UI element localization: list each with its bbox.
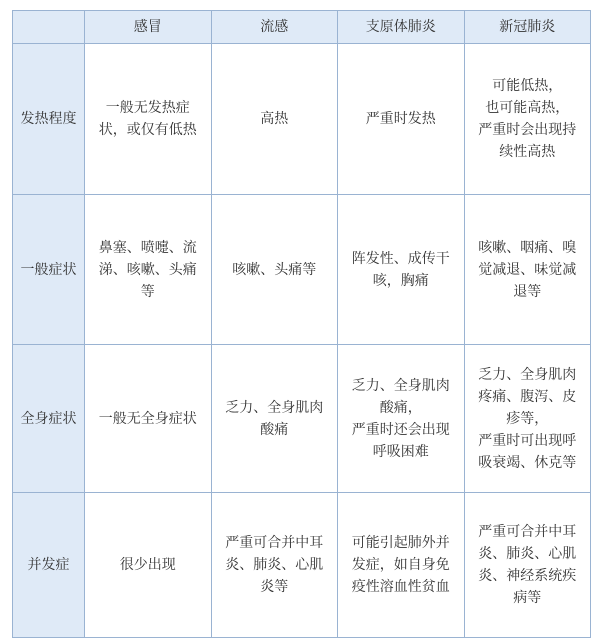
table-cell: 严重时发热 xyxy=(338,44,465,195)
table-row xyxy=(13,493,591,638)
table-cell: 可能低热， 也可能高热， 严重时会出现持续性高热 xyxy=(464,44,591,195)
table-row xyxy=(13,44,591,195)
table-cell: 严重可合并中耳炎、肺炎、心肌炎等 xyxy=(211,493,338,638)
table-cell: 乏力、全身肌肉疼痛、腹泻、皮疹等， 严重时可出现呼吸衰竭、休克等 xyxy=(464,345,591,493)
row-header-systemic-symptoms: 全身症状 xyxy=(13,345,85,493)
table-cell: 阵发性、成传干咳，胸痛 xyxy=(338,195,465,345)
row-header-general-symptoms: 一般症状 xyxy=(13,195,85,345)
table-cell: 咳嗽、咽痛、嗅觉减退、味觉减退等 xyxy=(464,195,591,345)
table-cell: 乏力、全身肌肉酸痛 xyxy=(211,345,338,493)
column-header-covid-pneumonia: 新冠肺炎 xyxy=(464,11,591,44)
table-cell: 鼻塞、喷嚏、流涕、咳嗽、头痛等 xyxy=(85,195,212,345)
row-header-complications: 并发症 xyxy=(13,493,85,638)
header-corner-cell xyxy=(13,11,85,44)
column-header-cold: 感冒 xyxy=(85,11,212,44)
column-header-mycoplasma-pneumonia: 支原体肺炎 xyxy=(338,11,465,44)
table-cell: 咳嗽、头痛等 xyxy=(211,195,338,345)
table-cell: 很少出现 xyxy=(85,493,212,638)
table-row xyxy=(13,195,591,345)
table-header-row xyxy=(13,11,591,44)
table-cell: 乏力、全身肌肉酸痛， 严重时还会出现呼吸困难 xyxy=(338,345,465,493)
table-cell: 一般无发热症状，或仅有低热 xyxy=(85,44,212,195)
column-header-flu: 流感 xyxy=(211,11,338,44)
row-header-fever: 发热程度 xyxy=(13,44,85,195)
table-cell: 高热 xyxy=(211,44,338,195)
table-cell: 可能引起肺外并发症，如自身免疫性溶血性贫血 xyxy=(338,493,465,638)
table-cell: 严重可合并中耳炎、肺炎、心肌炎、神经系统疾病等 xyxy=(464,493,591,638)
table-row xyxy=(13,345,591,493)
symptom-comparison-table xyxy=(12,10,591,638)
table-cell: 一般无全身症状 xyxy=(85,345,212,493)
